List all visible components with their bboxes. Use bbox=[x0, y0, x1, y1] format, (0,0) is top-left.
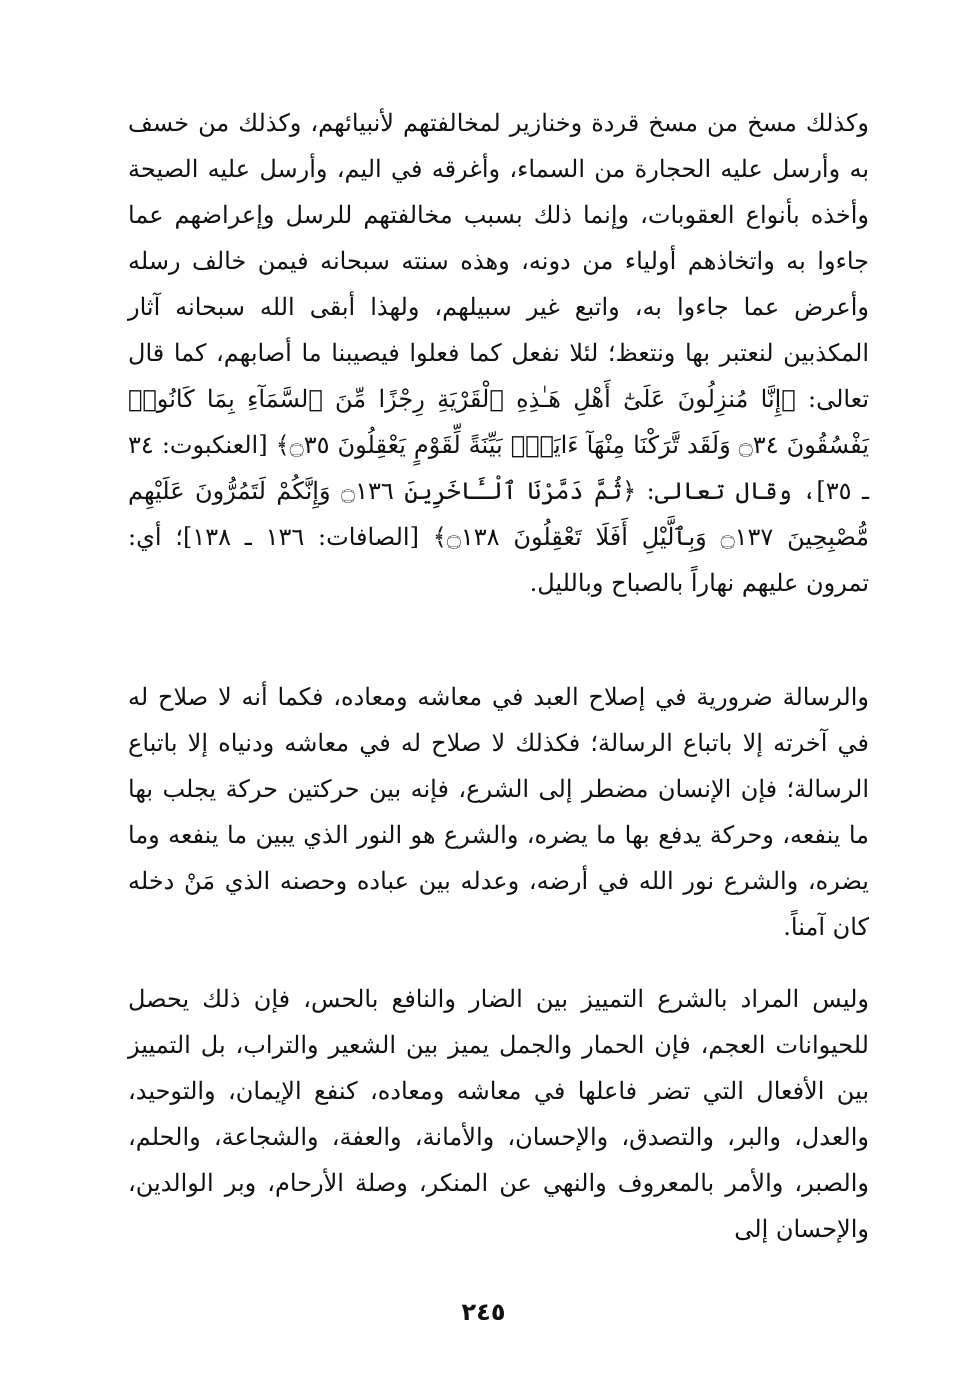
page-number: ٢٤٥ bbox=[461, 1298, 506, 1326]
paragraph-2: والرسالة ضرورية في إصلاح العبد في معاشه ومعاده، فكما أنه لا صلاح له في آخرته إلا باتباع الرسالة؛ فكذلك لا صلاح له في معاشه ودنياه إلا باتباع الرسالة؛ فإن الإنسان مضطر إلى الشرع، فإنه بين حركتين حركة يجلب بها ما ينفعه، وحركة يدفع بها ما يضره، والشرع هو النور الذي يبين ما ينفعه وما يضره، والشرع نور الله في أرضه، وعدله بين عباده وحصنه الذي مَنْ دخله كان آمناً. bbox=[128, 683, 869, 941]
paragraph-1: وكذلك مسخ من مسخ قردة وخنازير لمخالفتهم لأنبيائهم، وكذلك من خسف به وأرسل عليه الحجارة من السماء، وأغرقه في اليم، وأرسل عليه الصيحة وأخذه بأنواع العقوبات، وإنما ذلك بسبب مخالفتهم للرسل وإعراضهم عما جاءوا به واتخاذهم أولياء من دونه، وهذه سنته سبحانه فيمن خالف رسله وأعرض عما جاءوا به، واتبع غير سبيلهم، ولهذا أبقى الله سبحانه آثار المكذبين لنعتبر بها ونتعظ؛ لئلا نفعل كما فعلوا فيصيبنا ما أصابهم، كما قال تعالى: ﴿إِنَّا مُنزِلُونَ عَلَىٰٓ أَهْلِ هَـٰذِهِ ٱلْقَرْيَةِ رِجْزًا مِّنَ ٱلسَّمَآءِ بِمَا كَانُوا۟ يَفْسُقُونَ ۝٣٤ وَلَقَد تَّرَكْنَا مِنْهَآ ءَايَةًۢ بَيِّنَةً لِّقَوْمٍ يَعْقِلُونَ ۝٣٥﴾ [العنكبوت: ٣٤ ـ ٣٥]، وقال تعالى: ﴿ثُمَّ دَمَّرْنَا ٱلْـَٔاخَرِينَ ۝١٣٦ وَإِنَّكُمْ لَتَمُرُّونَ عَلَيْهِم مُّصْبِحِينَ ۝١٣٧ وَبِٱلَّيْلِ أَفَلَا تَعْقِلُونَ ۝١٣٨﴾ [الصافات: ١٣٦ ـ ١٣٨]؛ أي: تمرون عليهم نهاراً بالصباح وبالليل. bbox=[128, 109, 870, 597]
paragraph-3: وليس المراد بالشرع التمييز بين الضار والنافع بالحس، فإن ذلك يحصل للحيوانات العجم، فإن الحمار والجمل يميز بين الشعير والتراب، بل التمييز بين الأفعال التي تضر فاعلها في معاشه ومعاده، كنفع الإيمان، والتوحيد، والعدل، والبر، والتصدق، والإحسان، والأمانة، والعفة، والشجاعة، والحلم، والصبر، والأمر بالمعروف والنهي عن المنكر، وصلة الأرحام، وبر الوالدين، والإحسان إلى bbox=[128, 985, 870, 1243]
